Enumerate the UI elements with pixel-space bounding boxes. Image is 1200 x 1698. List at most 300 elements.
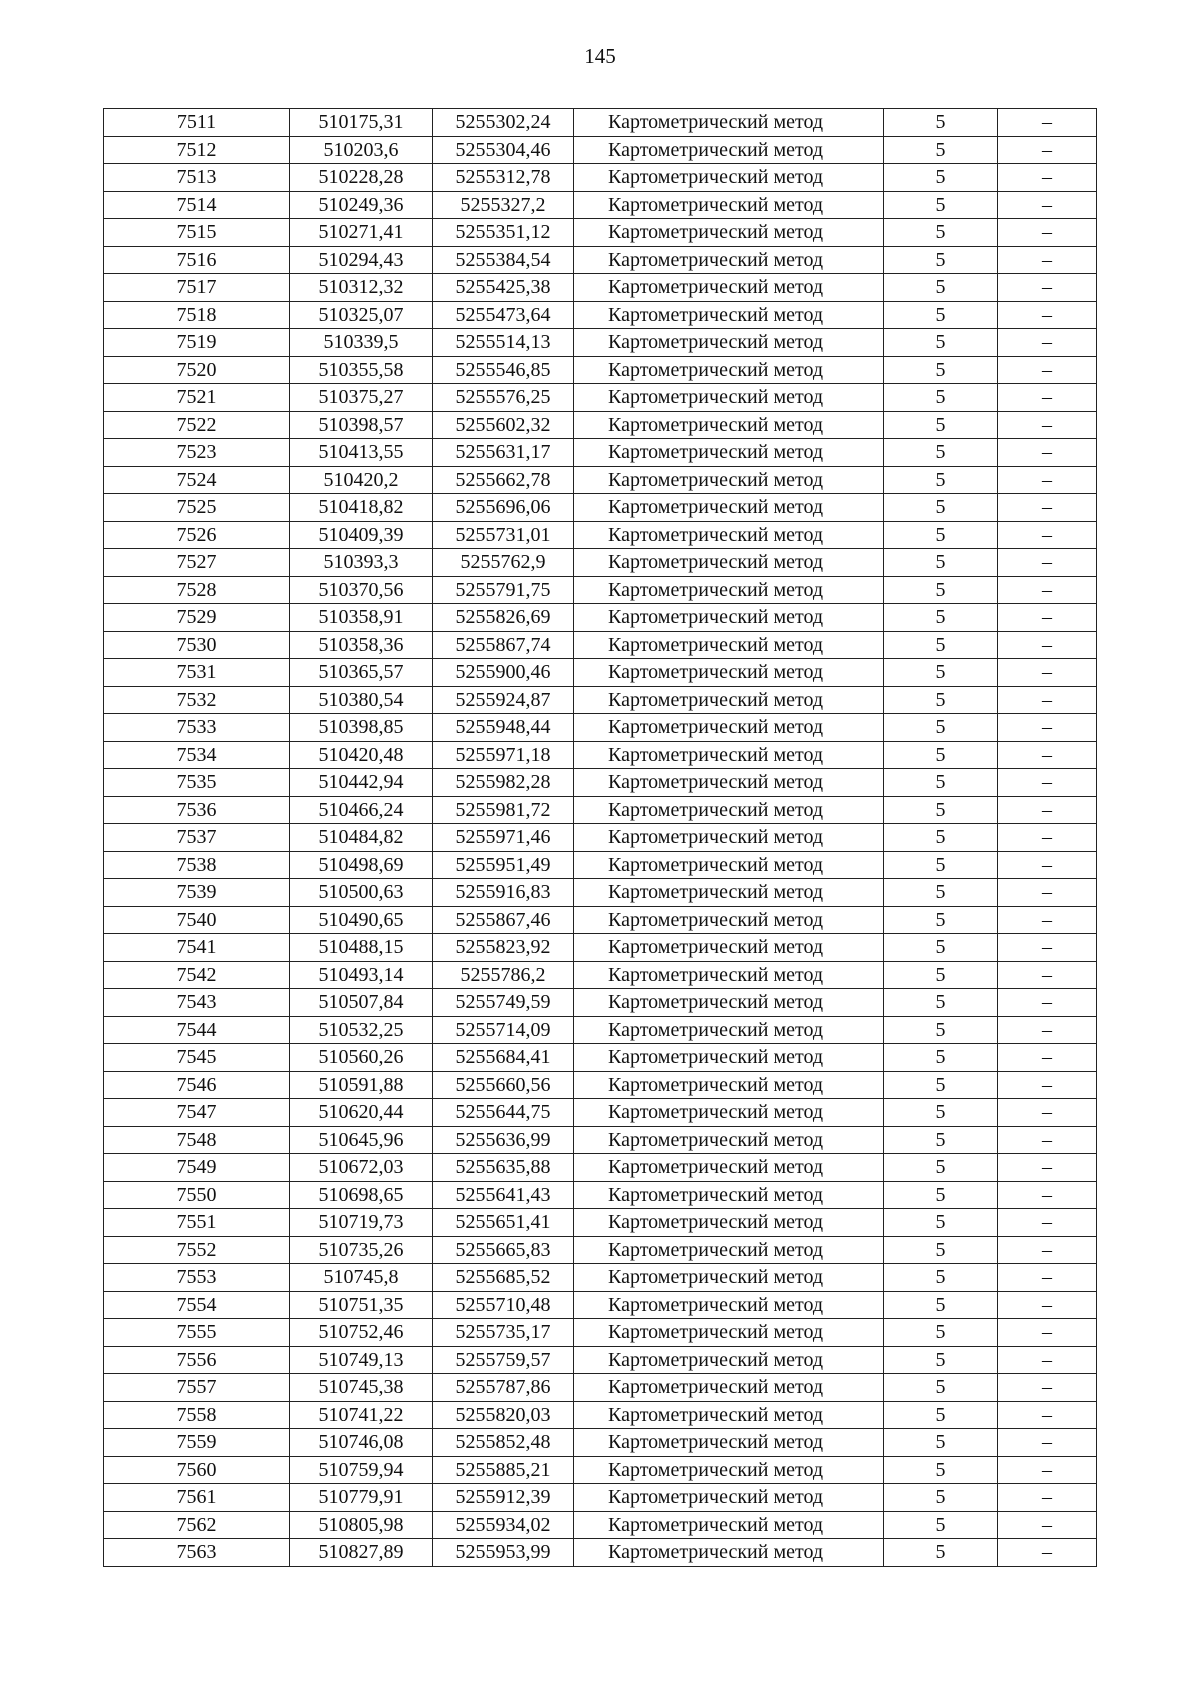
method-cell: Картометрический метод [574, 1429, 884, 1457]
x-coordinate-cell: 510365,57 [290, 659, 433, 687]
note-cell: – [998, 246, 1097, 274]
point-number-cell: 7542 [104, 961, 290, 989]
table-row [104, 1346, 1097, 1374]
accuracy-cell: 5 [884, 1401, 998, 1429]
point-number-cell: 7529 [104, 604, 290, 632]
table-row [104, 1099, 1097, 1127]
x-coordinate-cell: 510380,54 [290, 686, 433, 714]
x-coordinate-cell: 510420,2 [290, 466, 433, 494]
y-coordinate-cell: 5255900,46 [433, 659, 574, 687]
table-row [104, 246, 1097, 274]
note-cell: – [998, 1209, 1097, 1237]
y-coordinate-cell: 5255631,17 [433, 439, 574, 467]
method-cell: Картометрический метод [574, 961, 884, 989]
point-number-cell: 7532 [104, 686, 290, 714]
y-coordinate-cell: 5255971,46 [433, 824, 574, 852]
accuracy-cell: 5 [884, 411, 998, 439]
y-coordinate-cell: 5255425,38 [433, 274, 574, 302]
table-row [104, 1236, 1097, 1264]
table-row [104, 301, 1097, 329]
x-coordinate-cell: 510466,24 [290, 796, 433, 824]
y-coordinate-cell: 5255759,57 [433, 1346, 574, 1374]
method-cell: Картометрический метод [574, 604, 884, 632]
point-number-cell: 7534 [104, 741, 290, 769]
x-coordinate-cell: 510749,13 [290, 1346, 433, 1374]
method-cell: Картометрический метод [574, 1236, 884, 1264]
point-number-cell: 7519 [104, 329, 290, 357]
note-cell: – [998, 549, 1097, 577]
method-cell: Картометрический метод [574, 659, 884, 687]
method-cell: Картометрический метод [574, 521, 884, 549]
table-row [104, 741, 1097, 769]
table-row [104, 164, 1097, 192]
accuracy-cell: 5 [884, 494, 998, 522]
note-cell: – [998, 1154, 1097, 1182]
method-cell: Картометрический метод [574, 274, 884, 302]
method-cell: Картометрический метод [574, 1181, 884, 1209]
table-row [104, 329, 1097, 357]
y-coordinate-cell: 5255749,59 [433, 989, 574, 1017]
accuracy-cell: 5 [884, 989, 998, 1017]
table-row [104, 659, 1097, 687]
y-coordinate-cell: 5255514,13 [433, 329, 574, 357]
y-coordinate-cell: 5255602,32 [433, 411, 574, 439]
method-cell: Картометрический метод [574, 576, 884, 604]
method-cell: Картометрический метод [574, 1126, 884, 1154]
method-cell: Картометрический метод [574, 439, 884, 467]
accuracy-cell: 5 [884, 1044, 998, 1072]
point-number-cell: 7541 [104, 934, 290, 962]
table-row [104, 1154, 1097, 1182]
point-number-cell: 7533 [104, 714, 290, 742]
method-cell: Картометрический метод [574, 1099, 884, 1127]
x-coordinate-cell: 510393,3 [290, 549, 433, 577]
accuracy-cell: 5 [884, 1099, 998, 1127]
y-coordinate-cell: 5255787,86 [433, 1374, 574, 1402]
accuracy-cell: 5 [884, 191, 998, 219]
note-cell: – [998, 631, 1097, 659]
x-coordinate-cell: 510745,8 [290, 1264, 433, 1292]
note-cell: – [998, 274, 1097, 302]
point-number-cell: 7561 [104, 1484, 290, 1512]
x-coordinate-cell: 510312,32 [290, 274, 433, 302]
y-coordinate-cell: 5255786,2 [433, 961, 574, 989]
method-cell: Картометрический метод [574, 934, 884, 962]
point-number-cell: 7537 [104, 824, 290, 852]
note-cell: – [998, 164, 1097, 192]
y-coordinate-cell: 5255635,88 [433, 1154, 574, 1182]
table-row [104, 1429, 1097, 1457]
point-number-cell: 7536 [104, 796, 290, 824]
x-coordinate-cell: 510745,38 [290, 1374, 433, 1402]
y-coordinate-cell: 5255662,78 [433, 466, 574, 494]
note-cell: – [998, 961, 1097, 989]
accuracy-cell: 5 [884, 1126, 998, 1154]
point-number-cell: 7517 [104, 274, 290, 302]
y-coordinate-cell: 5255714,09 [433, 1016, 574, 1044]
note-cell: – [998, 576, 1097, 604]
note-cell: – [998, 989, 1097, 1017]
note-cell: – [998, 329, 1097, 357]
x-coordinate-cell: 510805,98 [290, 1511, 433, 1539]
method-cell: Картометрический метод [574, 741, 884, 769]
method-cell: Картометрический метод [574, 494, 884, 522]
y-coordinate-cell: 5255934,02 [433, 1511, 574, 1539]
method-cell: Картометрический метод [574, 1044, 884, 1072]
method-cell: Картометрический метод [574, 1154, 884, 1182]
x-coordinate-cell: 510507,84 [290, 989, 433, 1017]
table-row [104, 686, 1097, 714]
method-cell: Картометрический метод [574, 989, 884, 1017]
accuracy-cell: 5 [884, 934, 998, 962]
point-number-cell: 7520 [104, 356, 290, 384]
x-coordinate-cell: 510418,82 [290, 494, 433, 522]
accuracy-cell: 5 [884, 1209, 998, 1237]
method-cell: Картометрический метод [574, 714, 884, 742]
y-coordinate-cell: 5255684,41 [433, 1044, 574, 1072]
method-cell: Картометрический метод [574, 191, 884, 219]
x-coordinate-cell: 510591,88 [290, 1071, 433, 1099]
table-row [104, 219, 1097, 247]
note-cell: – [998, 219, 1097, 247]
y-coordinate-cell: 5255852,48 [433, 1429, 574, 1457]
table-row [104, 439, 1097, 467]
point-number-cell: 7563 [104, 1539, 290, 1567]
method-cell: Картометрический метод [574, 1374, 884, 1402]
table-row [104, 191, 1097, 219]
table-row [104, 934, 1097, 962]
note-cell: – [998, 824, 1097, 852]
y-coordinate-cell: 5255951,49 [433, 851, 574, 879]
note-cell: – [998, 109, 1097, 137]
accuracy-cell: 5 [884, 741, 998, 769]
coordinates-table [103, 108, 1097, 1567]
y-coordinate-cell: 5255912,39 [433, 1484, 574, 1512]
accuracy-cell: 5 [884, 906, 998, 934]
x-coordinate-cell: 510358,91 [290, 604, 433, 632]
method-cell: Картометрический метод [574, 1456, 884, 1484]
note-cell: – [998, 714, 1097, 742]
accuracy-cell: 5 [884, 246, 998, 274]
method-cell: Картометрический метод [574, 219, 884, 247]
accuracy-cell: 5 [884, 466, 998, 494]
accuracy-cell: 5 [884, 136, 998, 164]
method-cell: Картометрический метод [574, 824, 884, 852]
note-cell: – [998, 1099, 1097, 1127]
y-coordinate-cell: 5255731,01 [433, 521, 574, 549]
point-number-cell: 7511 [104, 109, 290, 137]
point-number-cell: 7531 [104, 659, 290, 687]
x-coordinate-cell: 510741,22 [290, 1401, 433, 1429]
table-row [104, 824, 1097, 852]
table-row [104, 274, 1097, 302]
note-cell: – [998, 769, 1097, 797]
point-number-cell: 7543 [104, 989, 290, 1017]
table-row [104, 1209, 1097, 1237]
note-cell: – [998, 1126, 1097, 1154]
x-coordinate-cell: 510484,82 [290, 824, 433, 852]
y-coordinate-cell: 5255820,03 [433, 1401, 574, 1429]
point-number-cell: 7535 [104, 769, 290, 797]
accuracy-cell: 5 [884, 1429, 998, 1457]
x-coordinate-cell: 510751,35 [290, 1291, 433, 1319]
accuracy-cell: 5 [884, 1016, 998, 1044]
y-coordinate-cell: 5255546,85 [433, 356, 574, 384]
note-cell: – [998, 1044, 1097, 1072]
page-number: 145 [584, 44, 616, 68]
point-number-cell: 7550 [104, 1181, 290, 1209]
note-cell: – [998, 521, 1097, 549]
note-cell: – [998, 1264, 1097, 1292]
accuracy-cell: 5 [884, 301, 998, 329]
method-cell: Картометрический метод [574, 1264, 884, 1292]
point-number-cell: 7513 [104, 164, 290, 192]
table-row [104, 1291, 1097, 1319]
table-row [104, 769, 1097, 797]
method-cell: Картометрический метод [574, 1071, 884, 1099]
y-coordinate-cell: 5255924,87 [433, 686, 574, 714]
y-coordinate-cell: 5255665,83 [433, 1236, 574, 1264]
note-cell: – [998, 1429, 1097, 1457]
y-coordinate-cell: 5255384,54 [433, 246, 574, 274]
method-cell: Картометрический метод [574, 246, 884, 274]
point-number-cell: 7554 [104, 1291, 290, 1319]
y-coordinate-cell: 5255791,75 [433, 576, 574, 604]
note-cell: – [998, 1456, 1097, 1484]
note-cell: – [998, 1484, 1097, 1512]
table-row [104, 796, 1097, 824]
y-coordinate-cell: 5255826,69 [433, 604, 574, 632]
point-number-cell: 7538 [104, 851, 290, 879]
point-number-cell: 7512 [104, 136, 290, 164]
note-cell: – [998, 384, 1097, 412]
y-coordinate-cell: 5255971,18 [433, 741, 574, 769]
point-number-cell: 7544 [104, 1016, 290, 1044]
x-coordinate-cell: 510398,57 [290, 411, 433, 439]
table-row [104, 549, 1097, 577]
x-coordinate-cell: 510355,58 [290, 356, 433, 384]
accuracy-cell: 5 [884, 1319, 998, 1347]
note-cell: – [998, 1319, 1097, 1347]
x-coordinate-cell: 510294,43 [290, 246, 433, 274]
point-number-cell: 7524 [104, 466, 290, 494]
method-cell: Картометрический метод [574, 1016, 884, 1044]
point-number-cell: 7553 [104, 1264, 290, 1292]
note-cell: – [998, 934, 1097, 962]
point-number-cell: 7523 [104, 439, 290, 467]
table-row [104, 136, 1097, 164]
method-cell: Картометрический метод [574, 301, 884, 329]
point-number-cell: 7514 [104, 191, 290, 219]
note-cell: – [998, 604, 1097, 632]
point-number-cell: 7551 [104, 1209, 290, 1237]
note-cell: – [998, 1291, 1097, 1319]
note-cell: – [998, 466, 1097, 494]
accuracy-cell: 5 [884, 1484, 998, 1512]
point-number-cell: 7516 [104, 246, 290, 274]
accuracy-cell: 5 [884, 1071, 998, 1099]
y-coordinate-cell: 5255327,2 [433, 191, 574, 219]
table-row [104, 1126, 1097, 1154]
point-number-cell: 7526 [104, 521, 290, 549]
table-row [104, 851, 1097, 879]
method-cell: Картометрический метод [574, 1346, 884, 1374]
table-row [104, 1071, 1097, 1099]
method-cell: Картометрический метод [574, 329, 884, 357]
point-number-cell: 7527 [104, 549, 290, 577]
point-number-cell: 7548 [104, 1126, 290, 1154]
accuracy-cell: 5 [884, 851, 998, 879]
method-cell: Картометрический метод [574, 769, 884, 797]
table-row [104, 879, 1097, 907]
x-coordinate-cell: 510779,91 [290, 1484, 433, 1512]
x-coordinate-cell: 510370,56 [290, 576, 433, 604]
note-cell: – [998, 1401, 1097, 1429]
accuracy-cell: 5 [884, 1236, 998, 1264]
note-cell: – [998, 851, 1097, 879]
y-coordinate-cell: 5255885,21 [433, 1456, 574, 1484]
x-coordinate-cell: 510271,41 [290, 219, 433, 247]
coordinates-table-body [104, 109, 1097, 1567]
x-coordinate-cell: 510339,5 [290, 329, 433, 357]
accuracy-cell: 5 [884, 219, 998, 247]
accuracy-cell: 5 [884, 1264, 998, 1292]
method-cell: Картометрический метод [574, 1511, 884, 1539]
method-cell: Картометрический метод [574, 384, 884, 412]
note-cell: – [998, 439, 1097, 467]
y-coordinate-cell: 5255867,74 [433, 631, 574, 659]
x-coordinate-cell: 510375,27 [290, 384, 433, 412]
method-cell: Картометрический метод [574, 1401, 884, 1429]
note-cell: – [998, 1236, 1097, 1264]
table-row [104, 1484, 1097, 1512]
x-coordinate-cell: 510827,89 [290, 1539, 433, 1567]
note-cell: – [998, 136, 1097, 164]
accuracy-cell: 5 [884, 356, 998, 384]
accuracy-cell: 5 [884, 329, 998, 357]
note-cell: – [998, 411, 1097, 439]
table-row [104, 714, 1097, 742]
point-number-cell: 7556 [104, 1346, 290, 1374]
method-cell: Картометрический метод [574, 631, 884, 659]
y-coordinate-cell: 5255576,25 [433, 384, 574, 412]
x-coordinate-cell: 510560,26 [290, 1044, 433, 1072]
accuracy-cell: 5 [884, 1346, 998, 1374]
table-row [104, 466, 1097, 494]
table-row [104, 521, 1097, 549]
x-coordinate-cell: 510175,31 [290, 109, 433, 137]
accuracy-cell: 5 [884, 521, 998, 549]
method-cell: Картометрический метод [574, 851, 884, 879]
point-number-cell: 7560 [104, 1456, 290, 1484]
y-coordinate-cell: 5255948,44 [433, 714, 574, 742]
accuracy-cell: 5 [884, 109, 998, 137]
method-cell: Картометрический метод [574, 109, 884, 137]
x-coordinate-cell: 510735,26 [290, 1236, 433, 1264]
y-coordinate-cell: 5255916,83 [433, 879, 574, 907]
table-row [104, 1016, 1097, 1044]
accuracy-cell: 5 [884, 274, 998, 302]
x-coordinate-cell: 510500,63 [290, 879, 433, 907]
point-number-cell: 7545 [104, 1044, 290, 1072]
accuracy-cell: 5 [884, 439, 998, 467]
note-cell: – [998, 1071, 1097, 1099]
table-row [104, 384, 1097, 412]
x-coordinate-cell: 510532,25 [290, 1016, 433, 1044]
table-row [104, 631, 1097, 659]
x-coordinate-cell: 510228,28 [290, 164, 433, 192]
table-row [104, 494, 1097, 522]
point-number-cell: 7515 [104, 219, 290, 247]
point-number-cell: 7530 [104, 631, 290, 659]
y-coordinate-cell: 5255641,43 [433, 1181, 574, 1209]
x-coordinate-cell: 510490,65 [290, 906, 433, 934]
table-row [104, 109, 1097, 137]
note-cell: – [998, 494, 1097, 522]
y-coordinate-cell: 5255735,17 [433, 1319, 574, 1347]
y-coordinate-cell: 5255867,46 [433, 906, 574, 934]
y-coordinate-cell: 5255636,99 [433, 1126, 574, 1154]
y-coordinate-cell: 5255312,78 [433, 164, 574, 192]
method-cell: Картометрический метод [574, 1209, 884, 1237]
table-row [104, 411, 1097, 439]
accuracy-cell: 5 [884, 1374, 998, 1402]
y-coordinate-cell: 5255981,72 [433, 796, 574, 824]
x-coordinate-cell: 510752,46 [290, 1319, 433, 1347]
note-cell: – [998, 1539, 1097, 1567]
point-number-cell: 7525 [104, 494, 290, 522]
point-number-cell: 7521 [104, 384, 290, 412]
x-coordinate-cell: 510620,44 [290, 1099, 433, 1127]
point-number-cell: 7557 [104, 1374, 290, 1402]
method-cell: Картометрический метод [574, 686, 884, 714]
accuracy-cell: 5 [884, 1539, 998, 1567]
note-cell: – [998, 301, 1097, 329]
accuracy-cell: 5 [884, 576, 998, 604]
note-cell: – [998, 1511, 1097, 1539]
accuracy-cell: 5 [884, 824, 998, 852]
method-cell: Картометрический метод [574, 796, 884, 824]
table-row [104, 1264, 1097, 1292]
y-coordinate-cell: 5255710,48 [433, 1291, 574, 1319]
y-coordinate-cell: 5255304,46 [433, 136, 574, 164]
accuracy-cell: 5 [884, 1291, 998, 1319]
x-coordinate-cell: 510398,85 [290, 714, 433, 742]
accuracy-cell: 5 [884, 631, 998, 659]
x-coordinate-cell: 510203,6 [290, 136, 433, 164]
accuracy-cell: 5 [884, 164, 998, 192]
y-coordinate-cell: 5255660,56 [433, 1071, 574, 1099]
point-number-cell: 7522 [104, 411, 290, 439]
table-row [104, 1319, 1097, 1347]
x-coordinate-cell: 510746,08 [290, 1429, 433, 1457]
note-cell: – [998, 686, 1097, 714]
y-coordinate-cell: 5255302,24 [433, 109, 574, 137]
x-coordinate-cell: 510442,94 [290, 769, 433, 797]
x-coordinate-cell: 510420,48 [290, 741, 433, 769]
accuracy-cell: 5 [884, 604, 998, 632]
accuracy-cell: 5 [884, 1154, 998, 1182]
point-number-cell: 7558 [104, 1401, 290, 1429]
y-coordinate-cell: 5255685,52 [433, 1264, 574, 1292]
x-coordinate-cell: 510358,36 [290, 631, 433, 659]
note-cell: – [998, 1181, 1097, 1209]
y-coordinate-cell: 5255953,99 [433, 1539, 574, 1567]
table-row [104, 1374, 1097, 1402]
y-coordinate-cell: 5255982,28 [433, 769, 574, 797]
table-row [104, 1456, 1097, 1484]
note-cell: – [998, 741, 1097, 769]
